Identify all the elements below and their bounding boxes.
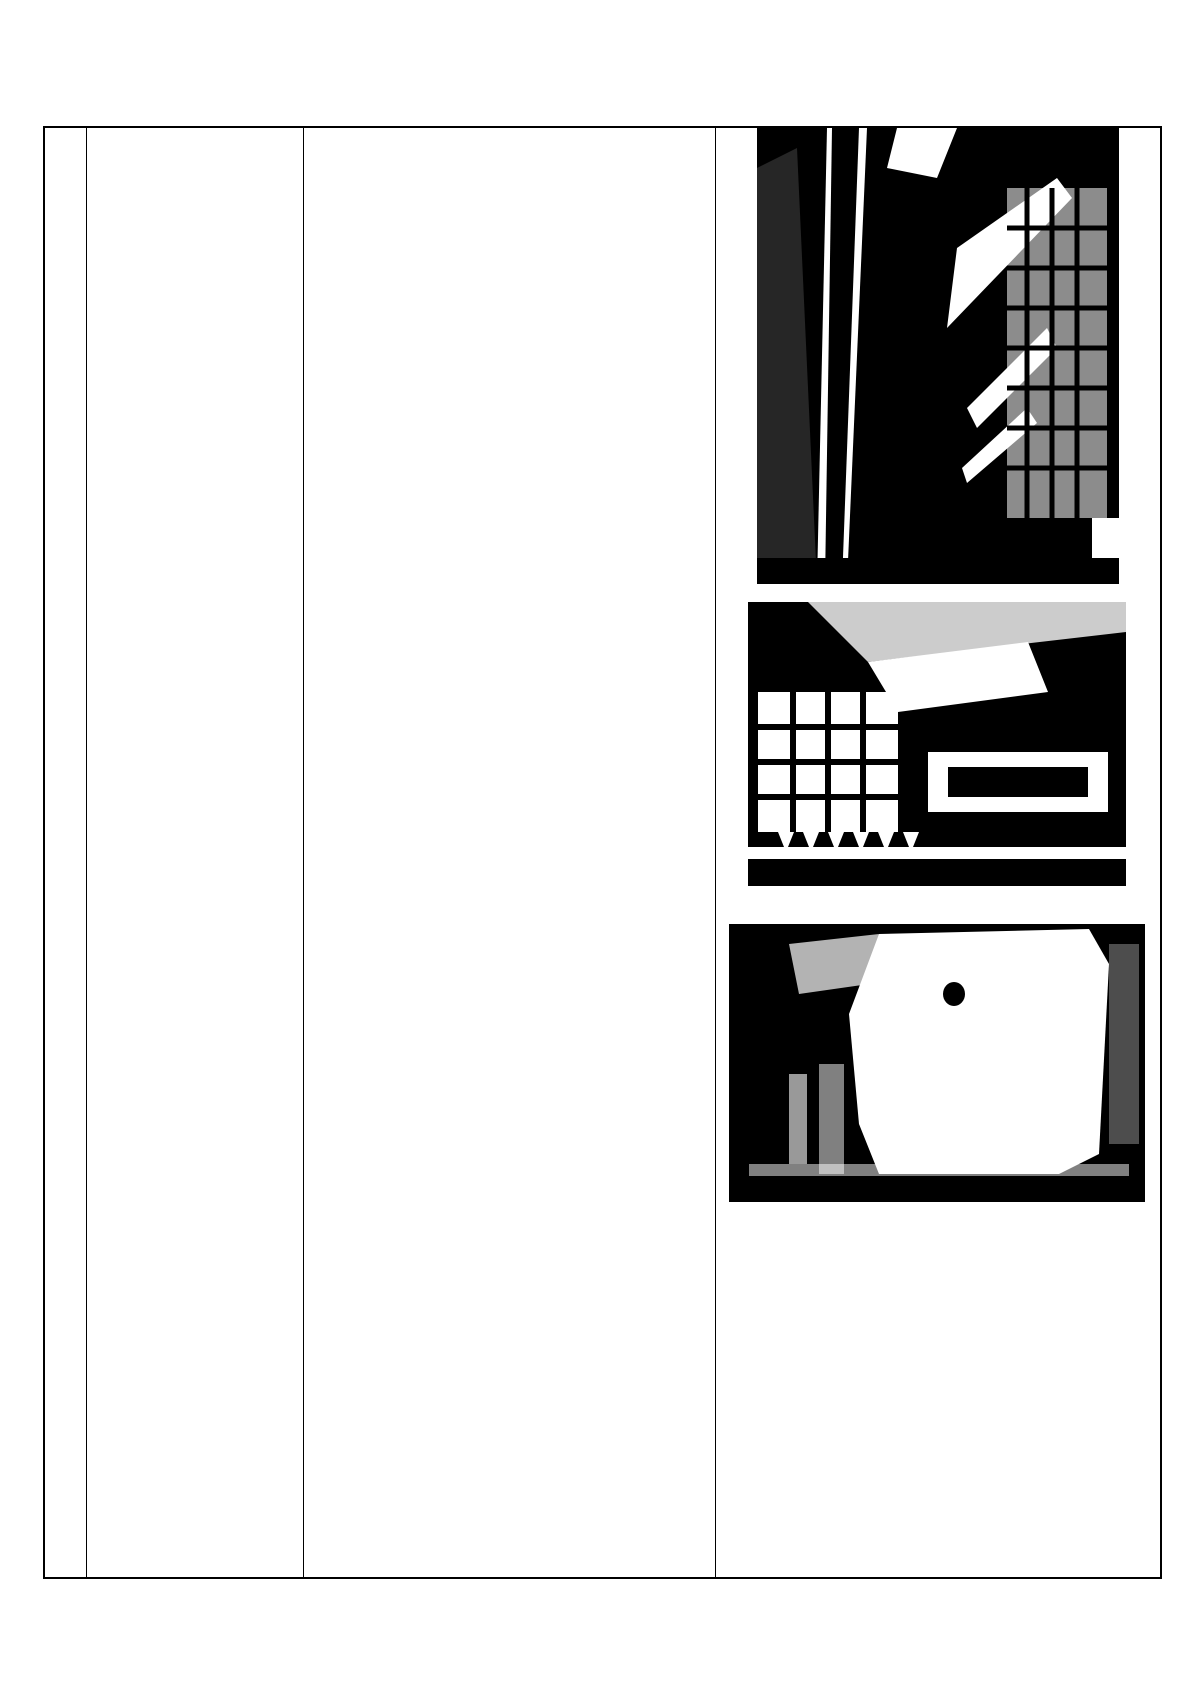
photo-water-tanks (729, 924, 1145, 1202)
photo-bunkers (757, 128, 1119, 584)
column-divider (303, 128, 304, 1577)
column-divider (86, 128, 87, 1577)
photo-turbine-hall (748, 602, 1126, 886)
column-divider (715, 128, 716, 1577)
